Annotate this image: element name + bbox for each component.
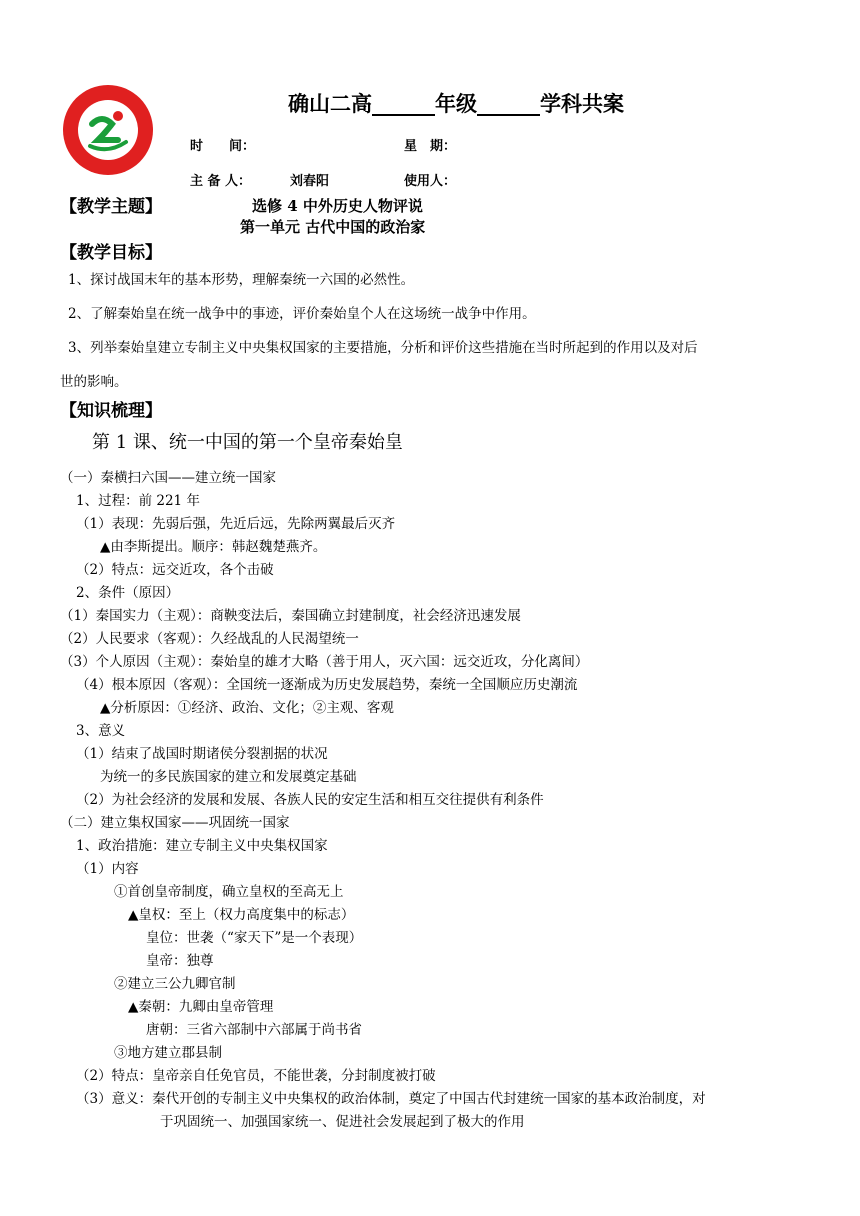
outline-line: 为统一的多民族国家的建立和发展奠定基础: [100, 769, 357, 785]
outline-line: （1）表现：先弱后强，先近后远，先除两翼最后灭齐: [76, 516, 396, 532]
user-label: 使用人：: [404, 174, 457, 189]
outline-line: （1）内容: [76, 861, 139, 877]
outline-line: 唐朝：三省六部制中六部属于尚书省: [146, 1022, 362, 1038]
outline-line: 2、条件（原因）: [76, 585, 180, 601]
time-label: 时 间：: [190, 139, 256, 154]
outline-line: （3）个人原因（主观）：秦始皇的雄才大略（善于用人，灭六国：远交近攻，分化离间）: [60, 654, 589, 670]
knowledge-heading: 【知识梳理】: [60, 401, 162, 421]
document-title: 确山二高______年级______学科共案: [288, 91, 624, 116]
week-label: 星 期：: [404, 139, 457, 154]
goal-item: 3、列举秦始皇建立专制主义中央集权国家的主要措施，分析和评价这些措施在当时所起到的作用以及对后: [68, 340, 698, 356]
goals-heading: 【教学目标】: [60, 243, 162, 263]
lesson-title: 第 1 课、统一中国的第一个皇帝秦始皇: [92, 432, 403, 453]
preparer-name: 刘春阳: [290, 174, 330, 189]
outline-line: ▲皇权：至上（权力高度集中的标志）: [128, 907, 355, 923]
outline-line: （一）秦横扫六国——建立统一国家: [60, 470, 276, 486]
outline-line: ▲分析原因：①经济、政治、文化；②主观、客观: [100, 700, 394, 716]
outline-line: 3、意义: [76, 723, 126, 739]
outline-line: （4）根本原因（客观）：全国统一逐渐成为历史发展趋势，秦统一全国顺应历史潮流: [76, 677, 578, 693]
outline-line: （1）结束了战国时期诸侯分裂割据的状况: [76, 746, 328, 762]
goal-item: 1、探讨战国末年的基本形势，理解秦统一六国的必然性。: [68, 272, 415, 288]
outline-line: （2）为社会经济的发展和发展、各族人民的安定生活和相互交往提供有利条件: [76, 792, 544, 808]
outline-line: （1）秦国实力（主观）：商鞅变法后，秦国确立封建制度，社会经济迅速发展: [60, 608, 521, 624]
outline-line: 1、政治措施：建立专制主义中央集权国家: [76, 838, 328, 854]
outline-line: ③地方建立郡县制: [114, 1045, 222, 1061]
goal-item: 2、了解秦始皇在统一战争中的事迹，评价秦始皇个人在这场统一战争中作用。: [68, 306, 536, 322]
preparer-label: 主 备 人：: [190, 174, 252, 189]
outline-line: ▲秦朝：九卿由皇帝管理: [128, 999, 274, 1015]
outline-line: （2）特点：远交近攻，各个击破: [76, 562, 274, 578]
theme-line-2: 第一单元 古代中国的政治家: [240, 218, 426, 236]
outline-line: （2）人民要求（客观）：久经战乱的人民渴望统一: [60, 631, 359, 647]
outline-line: （3）意义：秦代开创的专制主义中央集权的政治体制，奠定了中国古代封建统一国家的基本政治制度，对: [76, 1091, 706, 1107]
theme-heading: 【教学主题】: [60, 197, 162, 217]
outline-line: ②建立三公九卿官制: [114, 976, 236, 992]
outline-line: 1、过程：前 221 年: [76, 493, 200, 509]
goal-item: 世的影响。: [60, 374, 128, 390]
theme-line-1: 选修 4 中外历史人物评说: [252, 197, 423, 215]
outline-line: 于巩固统一、加强国家统一、促进社会发展起到了极大的作用: [160, 1114, 525, 1130]
outline-line: （二）建立集权国家——巩固统一国家: [60, 815, 290, 831]
outline-line: ▲由李斯提出。顺序：韩赵魏楚燕齐。: [100, 539, 327, 555]
school-logo: [62, 84, 154, 176]
outline-line: 皇帝：独尊: [146, 953, 214, 969]
outline-line: ①首创皇帝制度，确立皇权的至高无上: [114, 884, 344, 900]
outline-line: 皇位：世袭（“家天下”是一个表现）: [146, 930, 363, 946]
outline-line: （2）特点：皇帝亲自任免官员，不能世袭，分封制度被打破: [76, 1068, 436, 1084]
